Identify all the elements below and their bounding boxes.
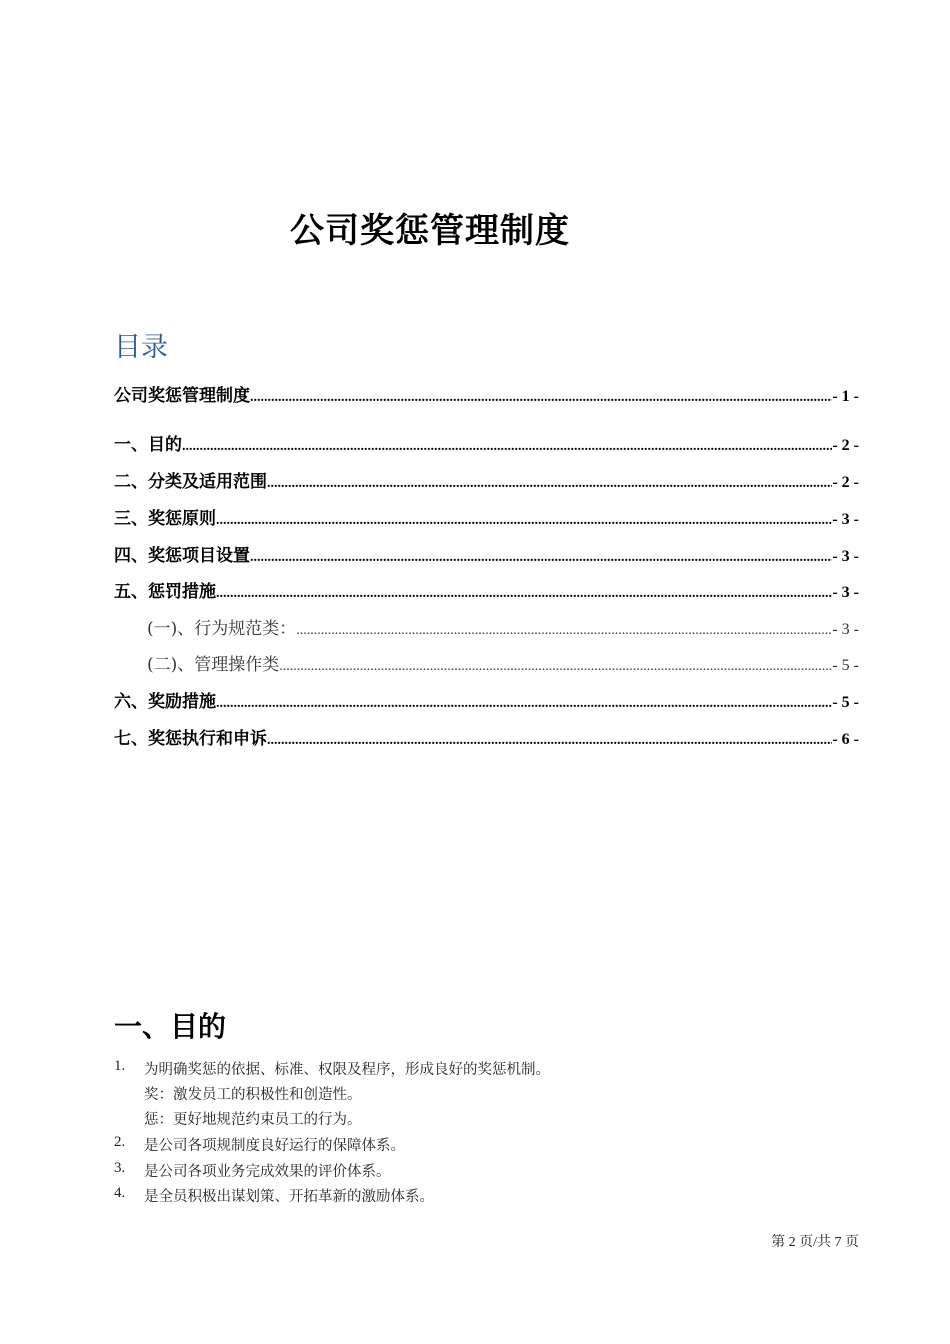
toc-leader-dots bbox=[216, 510, 832, 532]
list-text: 为明确奖惩的依据、标准、权限及程序，形成良好的奖惩机制。 bbox=[144, 1062, 550, 1078]
list-text: 奖：激发员工的积极性和创造性。 bbox=[144, 1087, 362, 1103]
toc-leader-dots bbox=[267, 473, 832, 495]
list-text: 惩：更好地规范约束员工的行为。 bbox=[144, 1112, 362, 1128]
list-number: 3. bbox=[114, 1160, 126, 1176]
toc-entry-page: - 6 - bbox=[832, 731, 859, 748]
toc-entry-page: - 3 - bbox=[832, 511, 859, 528]
toc-entry-label: 二、分类及适用范围 bbox=[114, 472, 267, 492]
toc-leader-dots bbox=[182, 436, 832, 458]
list-text: 是全员积极出谋划策、开拓革新的激励体系。 bbox=[144, 1189, 434, 1205]
page-footer: 第 2 页/共 7 页 bbox=[771, 1235, 859, 1250]
toc-entry-label: 公司奖惩管理制度 bbox=[114, 386, 250, 406]
toc-heading: 目录 bbox=[114, 332, 168, 363]
toc-leader-dots bbox=[250, 387, 832, 409]
section-heading-purpose: 一、目的 bbox=[114, 1010, 227, 1043]
toc-entry-principles[interactable] bbox=[114, 508, 859, 532]
toc-entry-page: - 3 - bbox=[832, 621, 859, 638]
toc-entry-label: 一、目的 bbox=[114, 435, 182, 455]
toc-entry-label: 三、奖惩原则 bbox=[114, 509, 216, 529]
list-number: 2. bbox=[114, 1134, 126, 1150]
toc-leader-dots bbox=[296, 620, 832, 642]
toc-entry-appeal[interactable] bbox=[114, 728, 859, 752]
toc-entry-label: 七、奖惩执行和申诉 bbox=[114, 729, 267, 749]
toc-entry-label: 五、惩罚措施 bbox=[114, 582, 216, 602]
list-number: 1. bbox=[114, 1058, 126, 1074]
toc-entry-label: (一)、行为规范类： bbox=[147, 619, 297, 639]
toc-entry-page: - 2 - bbox=[832, 437, 859, 454]
toc-entry-page: - 1 - bbox=[832, 388, 859, 405]
toc-entry-label: 六、奖励措施 bbox=[114, 692, 216, 712]
toc-entry-page: - 5 - bbox=[832, 694, 859, 711]
toc-entry-items[interactable] bbox=[114, 545, 859, 569]
toc-entry-label: (二)、管理操作类 bbox=[147, 655, 280, 675]
toc-entry-behavior[interactable] bbox=[147, 618, 859, 642]
toc-leader-dots bbox=[216, 693, 832, 715]
toc-entry-page: - 3 - bbox=[832, 548, 859, 565]
toc-leader-dots bbox=[250, 547, 832, 569]
toc-entry-purpose[interactable] bbox=[114, 434, 859, 458]
toc-entry-page: - 2 - bbox=[832, 474, 859, 491]
toc-entry-label: 四、奖惩项目设置 bbox=[114, 546, 250, 566]
toc-leader-dots bbox=[216, 583, 832, 605]
toc-entry-punishment[interactable] bbox=[114, 581, 859, 605]
toc-entry-rewards[interactable] bbox=[114, 691, 859, 715]
list-text: 是公司各项业务完成效果的评价体系。 bbox=[144, 1164, 391, 1180]
toc-entry-management[interactable] bbox=[147, 654, 859, 678]
list-number: 4. bbox=[114, 1185, 126, 1201]
toc-entry-page: - 3 - bbox=[832, 584, 859, 601]
page-title: 公司奖惩管理制度 bbox=[290, 211, 570, 251]
toc-leader-dots bbox=[267, 730, 832, 752]
toc-entry-page: - 5 - bbox=[832, 657, 859, 674]
toc-entry-scope[interactable] bbox=[114, 471, 859, 495]
list-text: 是公司各项规制度良好运行的保障体系。 bbox=[144, 1138, 405, 1154]
toc-entry-title[interactable] bbox=[114, 385, 859, 409]
toc-leader-dots bbox=[279, 656, 832, 678]
